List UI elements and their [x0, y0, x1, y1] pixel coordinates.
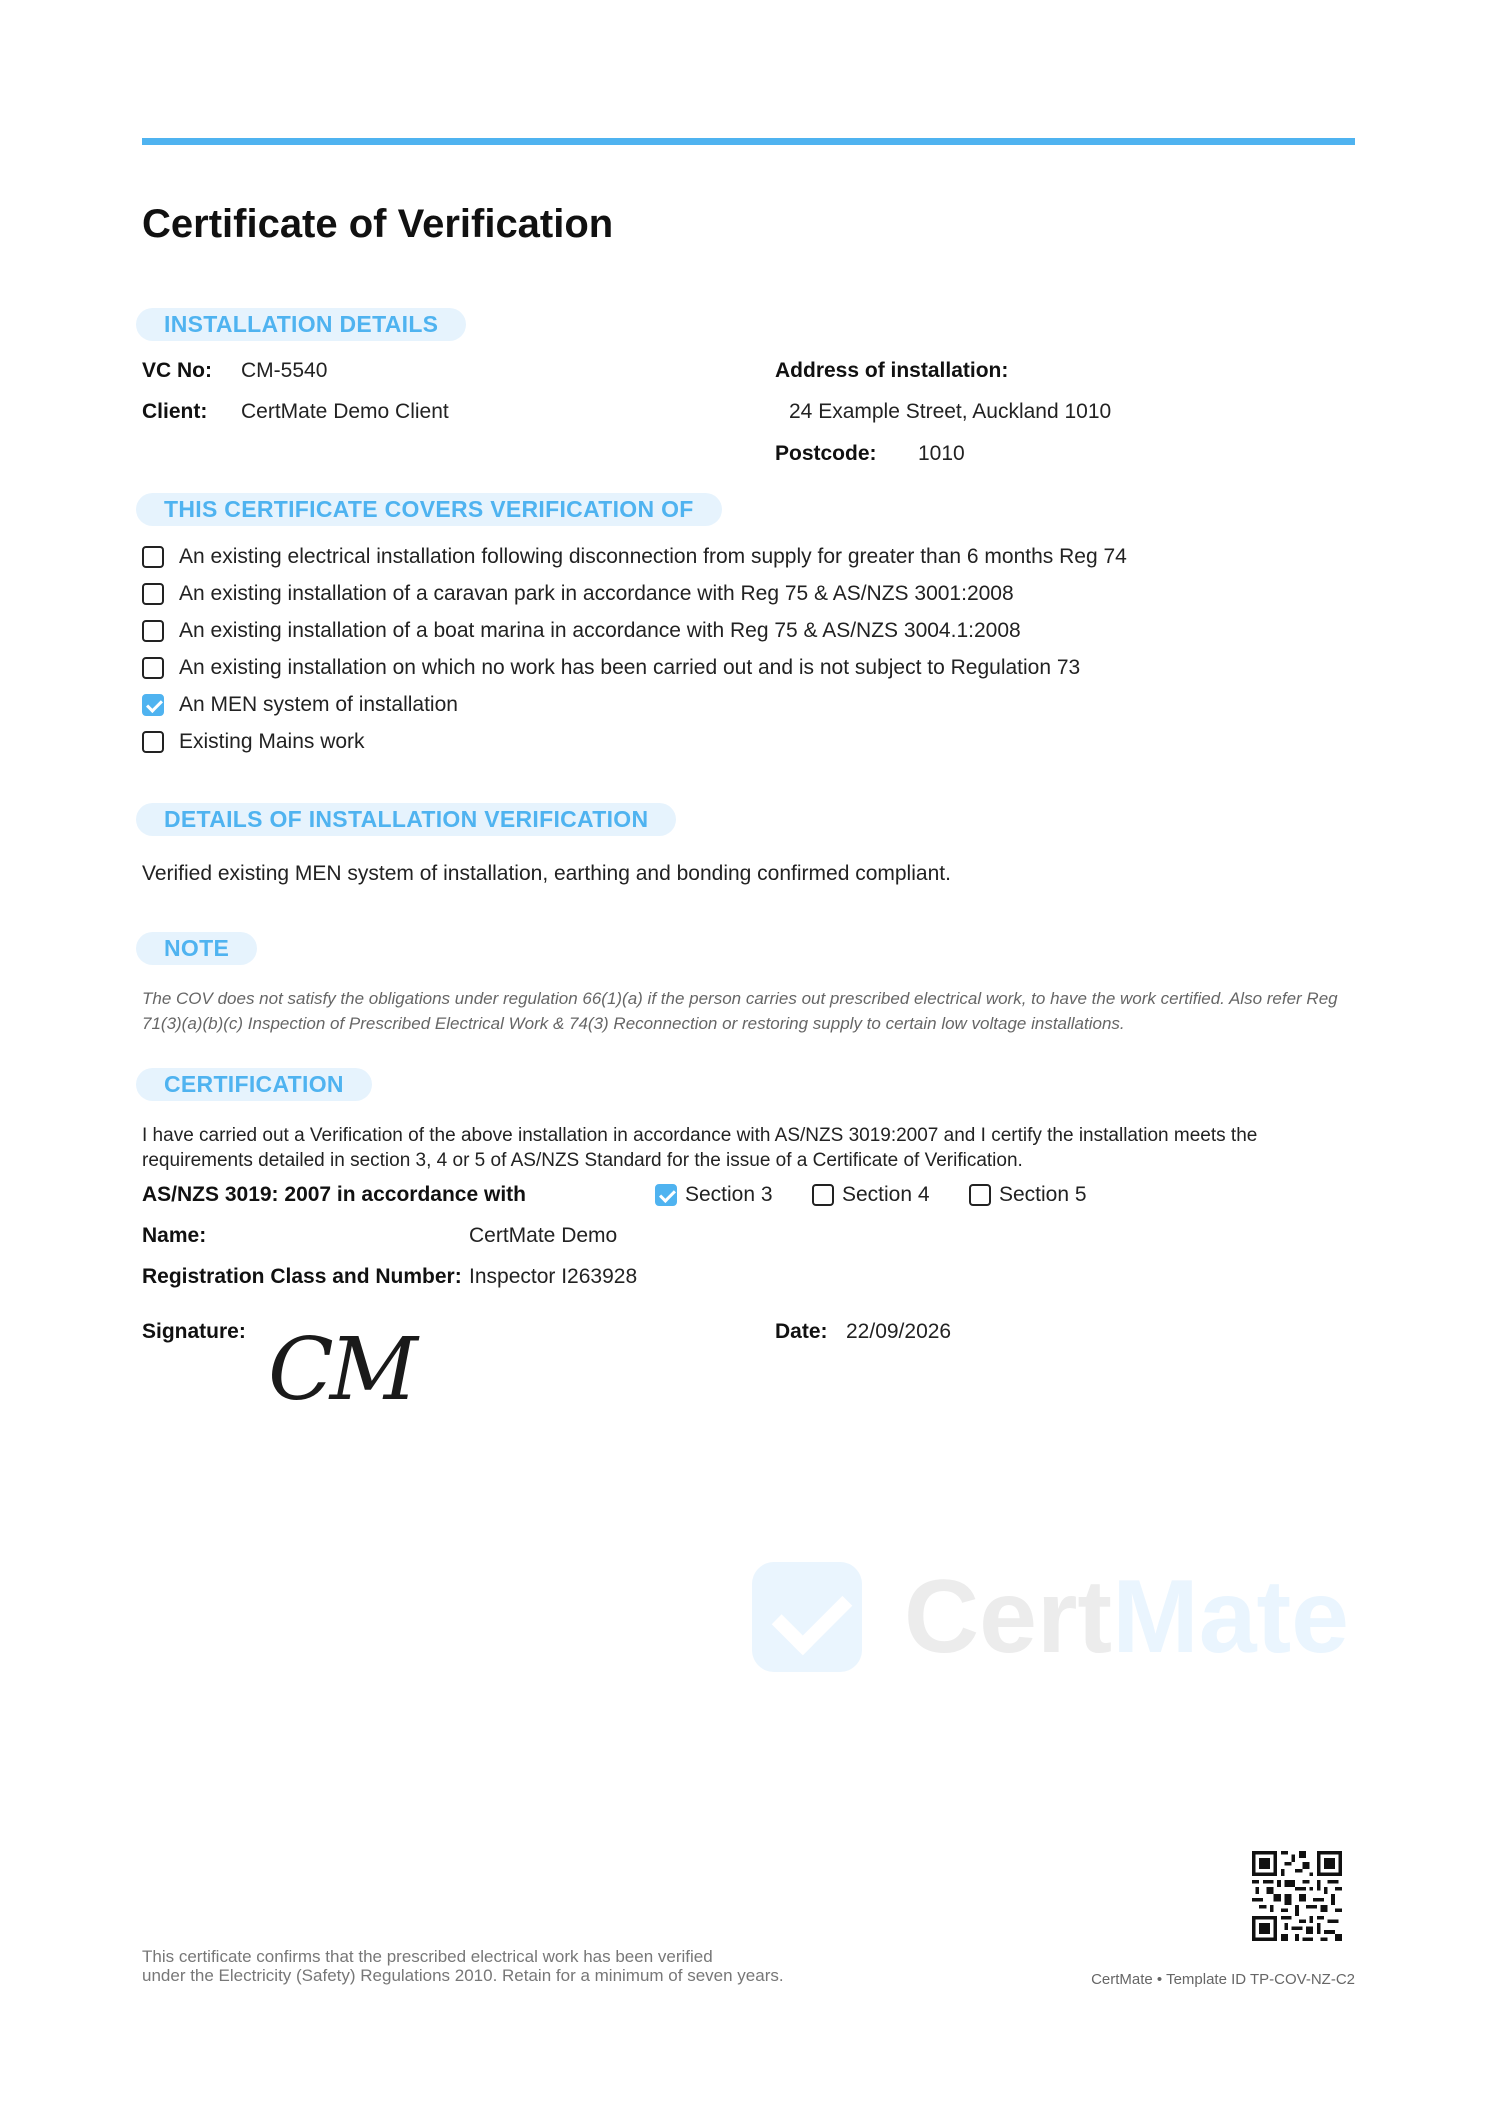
section-heading-details: DETAILS OF INSTALLATION VERIFICATION — [136, 803, 676, 836]
certification-text: I have carried out a Verification of the above installation in accordance with AS/NZS 3019:2007 and I certify the installation meets the requirements detailed in section 3, 4 or 5 of AS/NZS Standard for the issue of a Certificate of Verification. — [142, 1125, 1258, 1171]
registration-value: Inspector I263928 — [469, 1265, 638, 1288]
client-value: CertMate Demo Client — [241, 400, 449, 423]
section-option-label: Section 5 — [999, 1183, 1087, 1206]
coverage-checklist — [142, 538, 1127, 760]
footer-note — [142, 1947, 784, 1985]
qr-code-icon — [1252, 1851, 1342, 1941]
coverage-item-label: An existing installation of a boat marina in accordance with Reg 75 & AS/NZS 3004.1:2008 — [179, 618, 1021, 642]
checkbox-checked[interactable] — [655, 1184, 677, 1206]
section-heading-note: NOTE — [136, 932, 257, 965]
name-label: Name: — [142, 1224, 207, 1247]
coverage-item[interactable] — [142, 723, 1127, 760]
template-id: CertMate • Template ID TP-COV-NZ-C2 — [1091, 1971, 1355, 1988]
coverage-item[interactable] — [142, 612, 1127, 649]
checkbox[interactable] — [142, 731, 164, 753]
check-badge-icon — [752, 1562, 862, 1672]
footer-line: under the Electricity (Safety) Regulations 2010. Retain for a minimum of seven years. — [142, 1966, 784, 1985]
section-option-label: Section 4 — [842, 1183, 930, 1206]
section-4-option[interactable] — [812, 1183, 930, 1207]
footer-line: This certificate confirms that the prescribed electrical work has been verified — [142, 1947, 713, 1966]
section-3-option[interactable] — [655, 1183, 773, 1207]
coverage-item-label: An existing installation of a caravan park in accordance with Reg 75 & AS/NZS 3001:2008 — [179, 581, 1014, 605]
vc-number-value: CM-5540 — [241, 359, 328, 382]
standard-label: AS/NZS 3019: 2007 in accordance with — [142, 1183, 526, 1206]
date-value: 22/09/2026 — [846, 1320, 952, 1343]
coverage-item[interactable] — [142, 686, 1127, 723]
signature-image: CM — [268, 1320, 414, 1420]
coverage-item[interactable] — [142, 575, 1127, 612]
date-label: Date: — [775, 1320, 828, 1343]
coverage-item-label: Existing Mains work — [179, 729, 365, 753]
checkbox[interactable] — [142, 546, 164, 568]
vc-number-label: VC No: — [142, 359, 212, 382]
signature-label: Signature: — [142, 1320, 246, 1343]
address-label: Address of installation: — [775, 359, 1009, 382]
checkbox[interactable] — [142, 657, 164, 679]
client-label: Client: — [142, 400, 208, 423]
address-value: 24 Example Street, Auckland 1010 — [789, 400, 1112, 423]
section-heading-coverage: THIS CERTIFICATE COVERS VERIFICATION OF — [136, 493, 722, 526]
page-title: Certificate of Verification — [142, 202, 614, 246]
section-option-label: Section 3 — [685, 1183, 773, 1206]
watermark-wordmark: CertMate — [904, 1559, 1350, 1675]
section-5-option[interactable] — [969, 1183, 1087, 1207]
checkbox-checked[interactable] — [142, 694, 164, 716]
certmate-watermark — [752, 1559, 1350, 1675]
section-heading-installation-details: INSTALLATION DETAILS — [136, 308, 466, 341]
postcode-label: Postcode: — [775, 442, 877, 465]
checkbox[interactable] — [142, 620, 164, 642]
coverage-item-label: An existing installation on which no work has been carried out and is not subject to Regulation 73 — [179, 655, 1081, 679]
note-text: The COV does not satisfy the obligations under regulation 66(1)(a) if the person carries out prescribed electrical work, to have the work certified. Also refer Reg 71(3)(a)(b)(c) Inspection of Prescribed Electrical Work & 74(3) Reconnection or restoring supply to certain low voltage installations. — [142, 989, 1338, 1033]
coverage-item[interactable] — [142, 538, 1127, 575]
postcode-value: 1010 — [918, 442, 965, 465]
details-text: Verified existing MEN system of installation, earthing and bonding confirmed compliant. — [142, 862, 951, 885]
section-heading-certification: CERTIFICATION — [136, 1068, 372, 1101]
coverage-item-label: An MEN system of installation — [179, 692, 458, 716]
checkbox[interactable] — [812, 1184, 834, 1206]
name-value: CertMate Demo — [469, 1224, 618, 1247]
checkbox[interactable] — [969, 1184, 991, 1206]
checkbox[interactable] — [142, 583, 164, 605]
top-accent-bar — [142, 138, 1355, 145]
coverage-item-label: An existing electrical installation following disconnection from supply for greater than 6 months Reg 74 — [179, 544, 1127, 568]
registration-label: Registration Class and Number: — [142, 1265, 462, 1288]
coverage-item[interactable] — [142, 649, 1127, 686]
